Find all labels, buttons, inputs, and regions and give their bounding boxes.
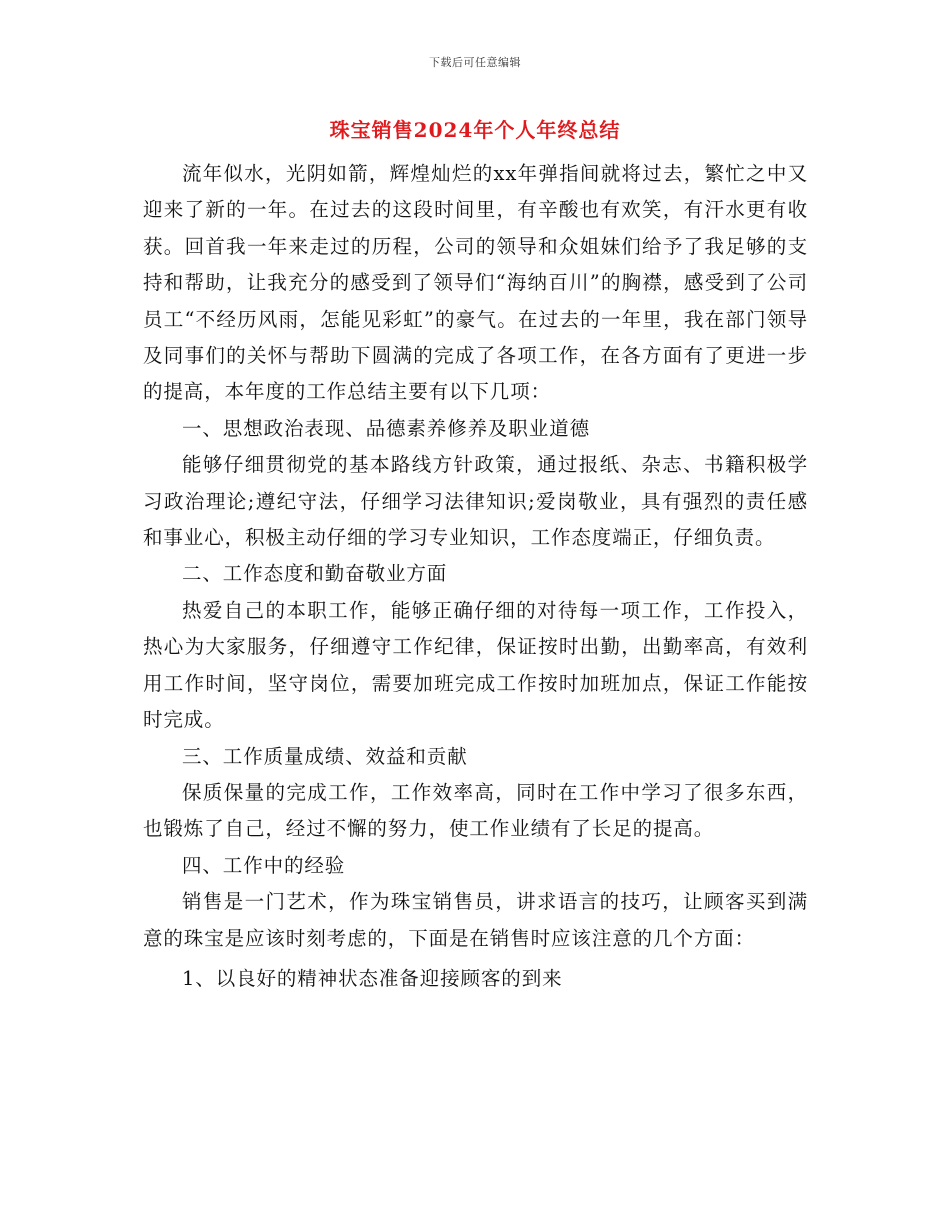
document-body (143, 156, 808, 997)
section-heading-1: 一、思想政治表现、品德素养修养及职业道德 (182, 416, 591, 440)
header-note: 下载后可任意编辑 (429, 56, 521, 69)
intro-paragraph: 流年似水，光阴如箭，辉煌灿烂的xx年弹指间就将过去，繁忙之中又迎来了新的一年。在过去的这段时间里，有辛酸也有欢笑，有汗水更有收获。回首我一年来走过的历程，公司的领导和众姐妹们给予了我足够的支持和帮助，让我充分的感受到了领导们“海纳百川”的胸襟，感受到了公司员工“不经历风雨，怎能见彩虹”的豪气。在过去的一年里，我在部门领导及同事们的关怀与帮助下圆满的完成了各项工作，在各方面有了更进一步的提高，本年度的工作总结主要有以下几项： (143, 162, 808, 404)
section-2-paragraph: 热爱自己的本职工作，能够正确仔细的对待每一项工作，工作投入，热心为大家服务，仔细遵守工作纪律，保证按时出勤，出勤率高，有效利用工作时间，坚守岗位，需要加班完成工作按时加班加点，保证工作能按时完成。 (143, 598, 808, 732)
section-4-paragraph: 销售是一门艺术，作为珠宝销售员，讲求语言的技巧，让顾客买到满意的珠宝是应该时刻考虑的，下面是在销售时应该注意的几个方面： (143, 890, 808, 950)
section-1-paragraph: 能够仔细贯彻党的基本路线方针政策，通过报纸、杂志、书籍积极学习政治理论;遵纪守法，仔细学习法律知识;爱岗敬业，具有强烈的责任感和事业心，积极主动仔细的学习专业知识，工作态度端正，仔细负责。 (143, 453, 808, 550)
section-heading-4: 四、工作中的经验 (182, 853, 346, 877)
section-3-paragraph: 保质保量的完成工作，工作效率高，同时在工作中学习了很多东西，也锻炼了自己，经过不懈的努力，使工作业绩有了长足的提高。 (143, 780, 808, 841)
section-heading-2: 二、工作态度和勤奋敬业方面 (182, 562, 448, 586)
list-item-1: 1、以良好的精神状态准备迎接顾客的到来 (182, 966, 563, 990)
section-heading-3: 三、工作质量成绩、效益和贡献 (182, 744, 468, 768)
document-title: 珠宝销售2024年个人年终总结 (329, 118, 621, 142)
